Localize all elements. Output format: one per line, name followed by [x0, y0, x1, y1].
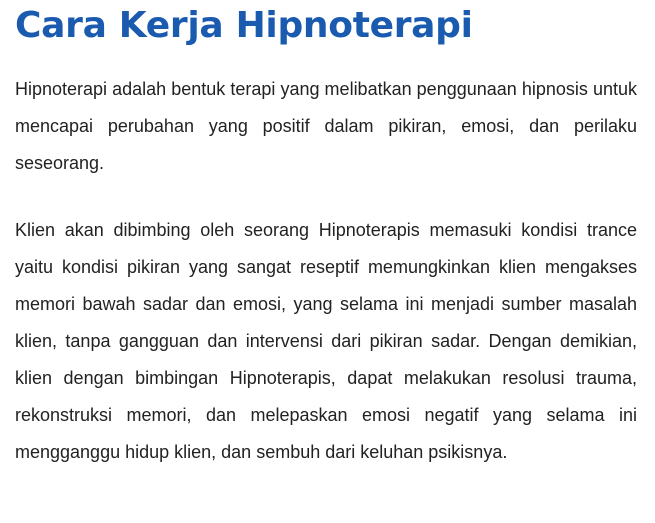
- page-title: Cara Kerja Hipnoterapi: [15, 5, 473, 46]
- intro-paragraph: Hipnoterapi adalah bentuk terapi yang melibatkan penggunaan hipnosis untuk mencapai perubahan yang positif dalam pikiran, emosi, dan perilaku seseorang.: [15, 79, 637, 173]
- process-paragraph: Klien akan dibimbing oleh seorang Hipnoterapis memasuki kondisi trance yaitu kondisi pikiran yang sangat reseptif memungkinkan klien mengakses memori bawah sadar dan emosi, yang selama ini menjadi sumber masalah klien, tanpa gangguan dan intervensi dari pikiran sadar. Dengan demikian, klien dengan bimbingan Hipnoterapis, dapat melakukan resolusi trauma, rekonstruksi memori, dan melepaskan emosi negatif yang selama ini mengganggu hidup klien, dan sembuh dari keluhan psikisnya.: [15, 220, 637, 462]
- article: [15, 0, 637, 471]
